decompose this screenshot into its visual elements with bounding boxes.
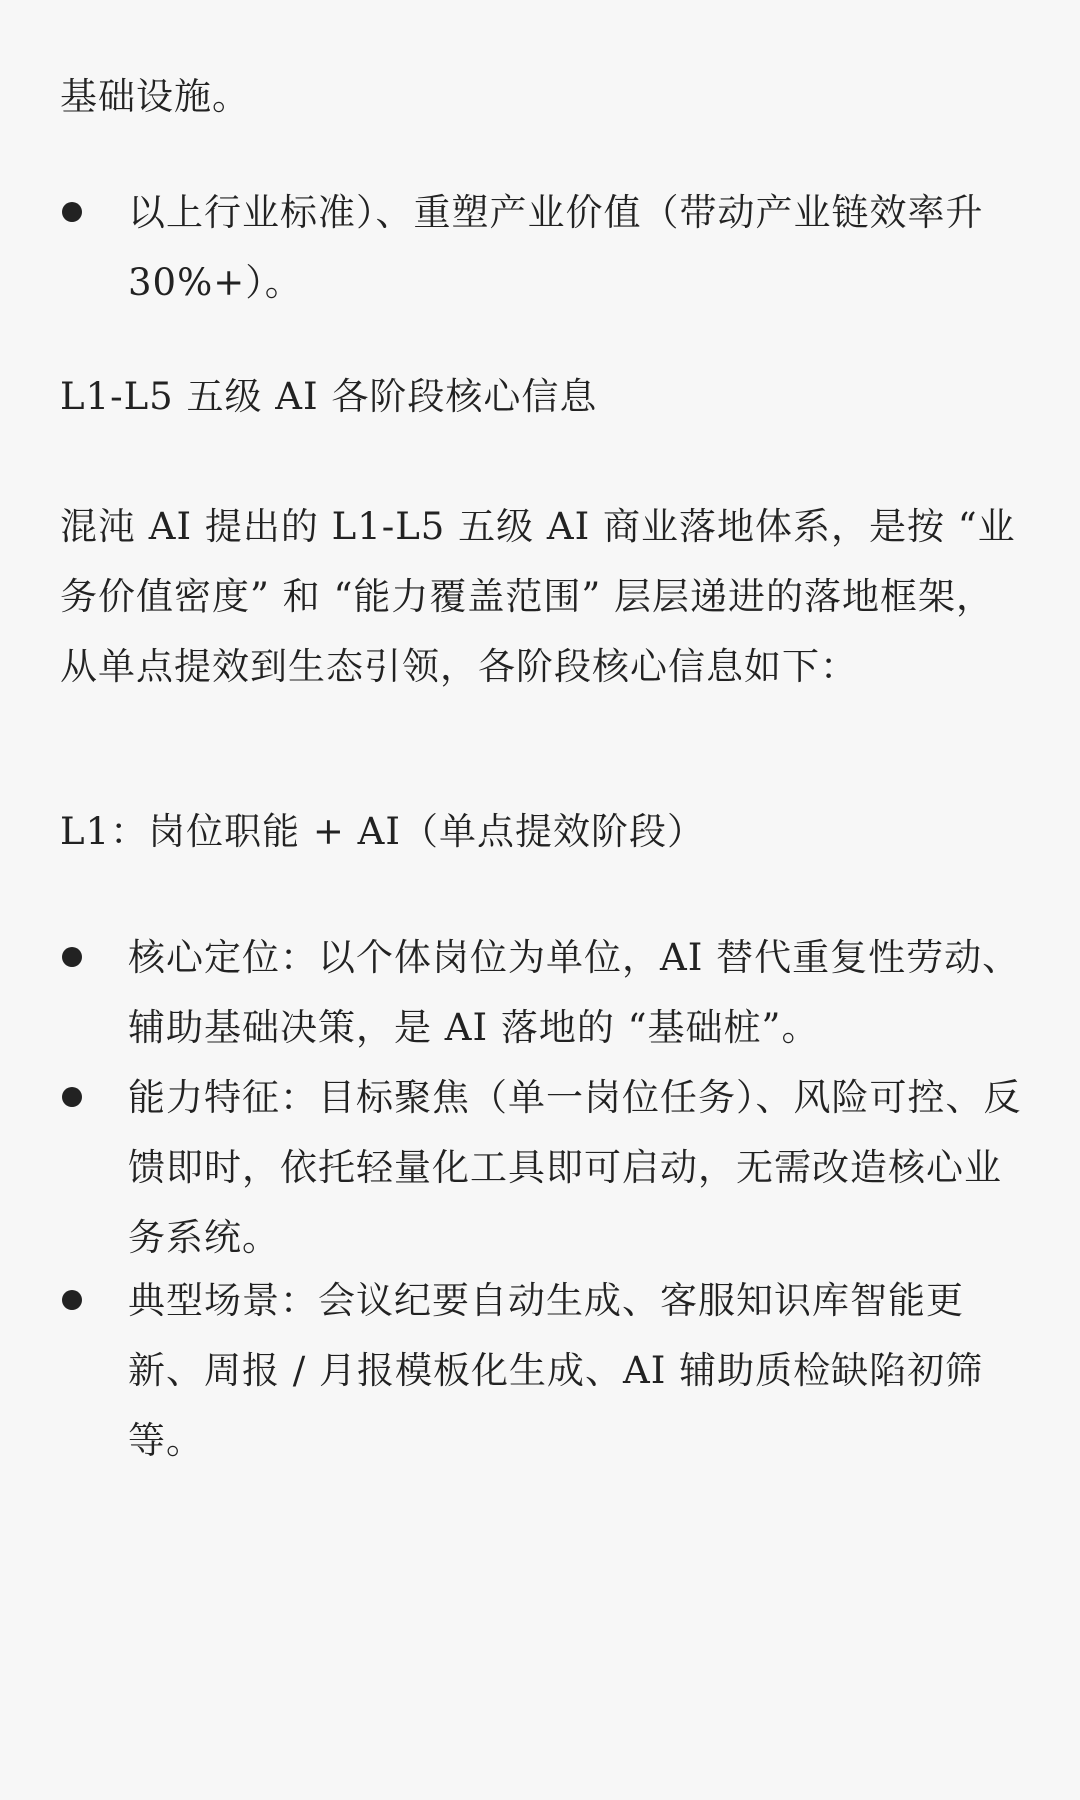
section-heading-l1-l5: L1-L5 五级 AI 各阶段核心信息: [60, 375, 598, 418]
bullet-text: 典型场景：会议纪要自动生成、客服知识库智能更新、周报 / 月报模板化生成、AI 辅助质检缺陷初筛等。: [128, 1279, 984, 1462]
paragraph-infrastructure: 基础设施。: [60, 75, 250, 118]
bullet-item-core-positioning: [60, 923, 1020, 1063]
bullet-item-industry-value: [60, 178, 1020, 318]
bullet-dot-icon: [62, 947, 82, 967]
bullet-dot-icon: [62, 1290, 82, 1310]
bullet-text: 以上行业标准）、重塑产业价值（带动产业链效率升 30%+）。: [128, 191, 984, 304]
bullet-item-capability-features: [60, 1063, 1020, 1273]
bullet-text: 能力特征：目标聚焦（单一岗位任务）、风险可控、反馈即时，依托轻量化工具即可启动，无需改造核心业务系统。: [128, 1076, 1022, 1259]
bullet-item-typical-scenarios: [60, 1266, 1020, 1476]
section-heading-l1: L1：岗位职能 + AI（单点提效阶段）: [60, 810, 705, 853]
bullet-dot-icon: [62, 202, 82, 222]
bullet-text: 核心定位：以个体岗位为单位，AI 替代重复性劳动、辅助基础决策，是 AI 落地的 “基础桩”。: [128, 936, 1021, 1049]
paragraph-framework-intro: 混沌 AI 提出的 L1-L5 五级 AI 商业落地体系，是按 “业务价值密度” 和 “能力覆盖范围” 层层递进的落地框架，从单点提效到生态引领，各阶段核心信息如下：: [60, 505, 1016, 688]
bullet-dot-icon: [62, 1087, 82, 1107]
